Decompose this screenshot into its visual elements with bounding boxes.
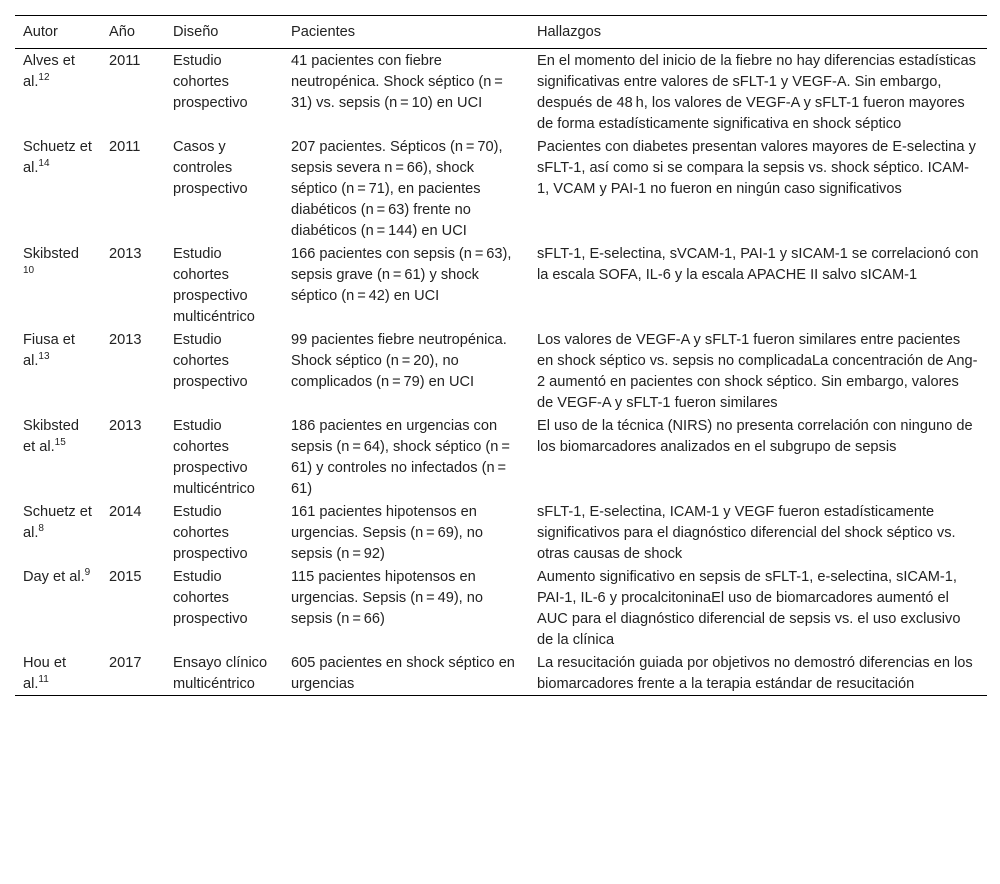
table-row bbox=[15, 135, 987, 242]
table-row bbox=[15, 500, 987, 565]
table-row bbox=[15, 414, 987, 500]
cell-year: 2014 bbox=[109, 504, 142, 520]
cell-design: Estudio cohortes prospectivo bbox=[173, 569, 248, 627]
table-header-row bbox=[15, 16, 987, 49]
cell-author bbox=[15, 414, 101, 500]
author-name: Fiusa et al. bbox=[23, 332, 75, 369]
header-autor: Autor bbox=[23, 24, 58, 40]
cell-design: Estudio cohortes prospectivo bbox=[173, 53, 248, 111]
cell-year: 2013 bbox=[109, 332, 142, 348]
author-ref: 8 bbox=[38, 523, 44, 535]
author-ref: 12 bbox=[38, 72, 50, 84]
author-ref: 11 bbox=[38, 674, 49, 686]
cell-patients: 41 pacientes con fiebre neutropénica. Shock séptico (n = 31) vs. sepsis (n = 10) en UCI bbox=[291, 53, 506, 111]
cell-findings: En el momento del inicio de la fiebre no hay diferencias estadísticas significativas entre valores de sFLT-1 y VEGF-A. Sin embargo, después de 48 h, los valores de VEGF-A y sFLT-1 fueron mayores de forma estadísticamente significativa en shock séptico bbox=[537, 53, 976, 132]
studies-table bbox=[15, 15, 987, 696]
cell-design: Estudio cohortes prospectivo multicéntrico bbox=[173, 246, 255, 325]
cell-patients: 166 pacientes con sepsis (n = 63), sepsis grave (n = 61) y shock séptico (n = 42) en UCI bbox=[291, 246, 512, 304]
table-row bbox=[15, 49, 987, 136]
cell-findings: sFLT-1, E-selectina, sVCAM-1, PAI-1 y sICAM-1 se correlacionó con la escala SOFA, IL-6 y la escala APACHE II salvo sICAM-1 bbox=[537, 246, 979, 283]
author-name: Schuetz et al. bbox=[23, 139, 92, 176]
cell-design: Ensayo clínico multicéntrico bbox=[173, 655, 268, 692]
cell-findings: Aumento significativo en sepsis de sFLT-1, e-selectina, sICAM-1, PAI-1, IL-6 y procalcitoninaEl uso de biomarcadores aumentó el AUC para el diagnóstico diferencial de sepsis vs. el uso exclusivo de la clínica bbox=[537, 569, 961, 648]
cell-author bbox=[15, 500, 101, 565]
author-name: Hou et al. bbox=[23, 655, 66, 692]
table-row bbox=[15, 565, 987, 651]
cell-patients: 99 pacientes fiebre neutropénica. Shock séptico (n = 20), no complicados (n = 79) en UCI bbox=[291, 332, 507, 390]
cell-author bbox=[15, 328, 101, 414]
cell-year: 2011 bbox=[109, 53, 141, 69]
cell-findings: sFLT-1, E-selectina, ICAM-1 y VEGF fueron estadísticamente significativos para el diagnóstico diferencial del shock séptico vs. otras causas de shock bbox=[537, 504, 956, 562]
cell-year: 2015 bbox=[109, 569, 142, 585]
table-row bbox=[15, 242, 987, 328]
cell-design: Estudio cohortes prospectivo bbox=[173, 332, 248, 390]
author-name: Skibsted et al. bbox=[23, 418, 79, 455]
cell-design: Estudio cohortes prospectivo multicéntrico bbox=[173, 418, 255, 497]
cell-year: 2013 bbox=[109, 418, 142, 434]
author-name: Day et al. bbox=[23, 569, 85, 585]
table-row bbox=[15, 651, 987, 696]
header-hallazgos: Hallazgos bbox=[537, 24, 602, 40]
cell-patients: 115 pacientes hipotensos en urgencias. Sepsis (n = 49), no sepsis (n = 66) bbox=[291, 569, 484, 627]
author-name: Alves et al. bbox=[23, 53, 75, 90]
header-pacientes: Pacientes bbox=[291, 24, 356, 40]
author-ref: 13 bbox=[38, 351, 50, 363]
cell-design: Casos y controles prospectivo bbox=[173, 139, 248, 197]
cell-patients: 186 pacientes en urgencias con sepsis (n = 64), shock séptico (n = 61) y controles no infectados (n = 61) bbox=[291, 418, 513, 497]
cell-author bbox=[15, 49, 101, 136]
table-row bbox=[15, 328, 987, 414]
cell-author bbox=[15, 242, 101, 328]
cell-findings: La resucitación guiada por objetivos no demostró diferencias en los biomarcadores frente a la terapia estándar de resucitación bbox=[537, 655, 973, 692]
cell-year: 2013 bbox=[109, 246, 142, 262]
cell-findings: Pacientes con diabetes presentan valores mayores de E-selectina y sFLT-1, así como si se compara la sepsis vs. shock séptico. ICAM-1, VCAM y PAI-1 no fueron en ningún caso significativos bbox=[537, 139, 976, 197]
cell-patients: 605 pacientes en shock séptico en urgencias bbox=[291, 655, 515, 692]
author-name: Schuetz et al. bbox=[23, 504, 92, 541]
author-ref: 15 bbox=[54, 437, 66, 449]
author-ref: 14 bbox=[38, 158, 50, 170]
cell-year: 2011 bbox=[109, 139, 141, 155]
cell-findings: Los valores de VEGF-A y sFLT-1 fueron similares entre pacientes en shock séptico vs. sepsis no complicadaLa concentración de Ang-2 aumentó en pacientes con shock séptico. Sin embargo, valores de VEGF-A y sFLT-1 fueron similares bbox=[537, 332, 978, 411]
header-anio: Año bbox=[109, 24, 135, 40]
cell-year: 2017 bbox=[109, 655, 142, 671]
cell-findings: El uso de la técnica (NIRS) no presenta correlación con ninguno de los biomarcadores analizados en el subgrupo de sepsis bbox=[537, 418, 973, 455]
author-name: Skibsted bbox=[23, 246, 79, 262]
cell-author bbox=[15, 565, 101, 651]
cell-patients: 161 pacientes hipotensos en urgencias. Sepsis (n = 69), no sepsis (n = 92) bbox=[291, 504, 484, 562]
header-diseno: Diseño bbox=[173, 24, 219, 40]
cell-author bbox=[15, 651, 101, 696]
author-ref: 10 bbox=[23, 265, 35, 277]
cell-author bbox=[15, 135, 101, 242]
cell-patients: 207 pacientes. Sépticos (n = 70), sepsis severa n = 66), shock séptico (n = 71), en pacientes diabéticos (n = 63) frente no diabéticos (n = 144) en UCI bbox=[291, 139, 503, 239]
author-ref: 9 bbox=[84, 567, 91, 579]
cell-design: Estudio cohortes prospectivo bbox=[173, 504, 248, 562]
